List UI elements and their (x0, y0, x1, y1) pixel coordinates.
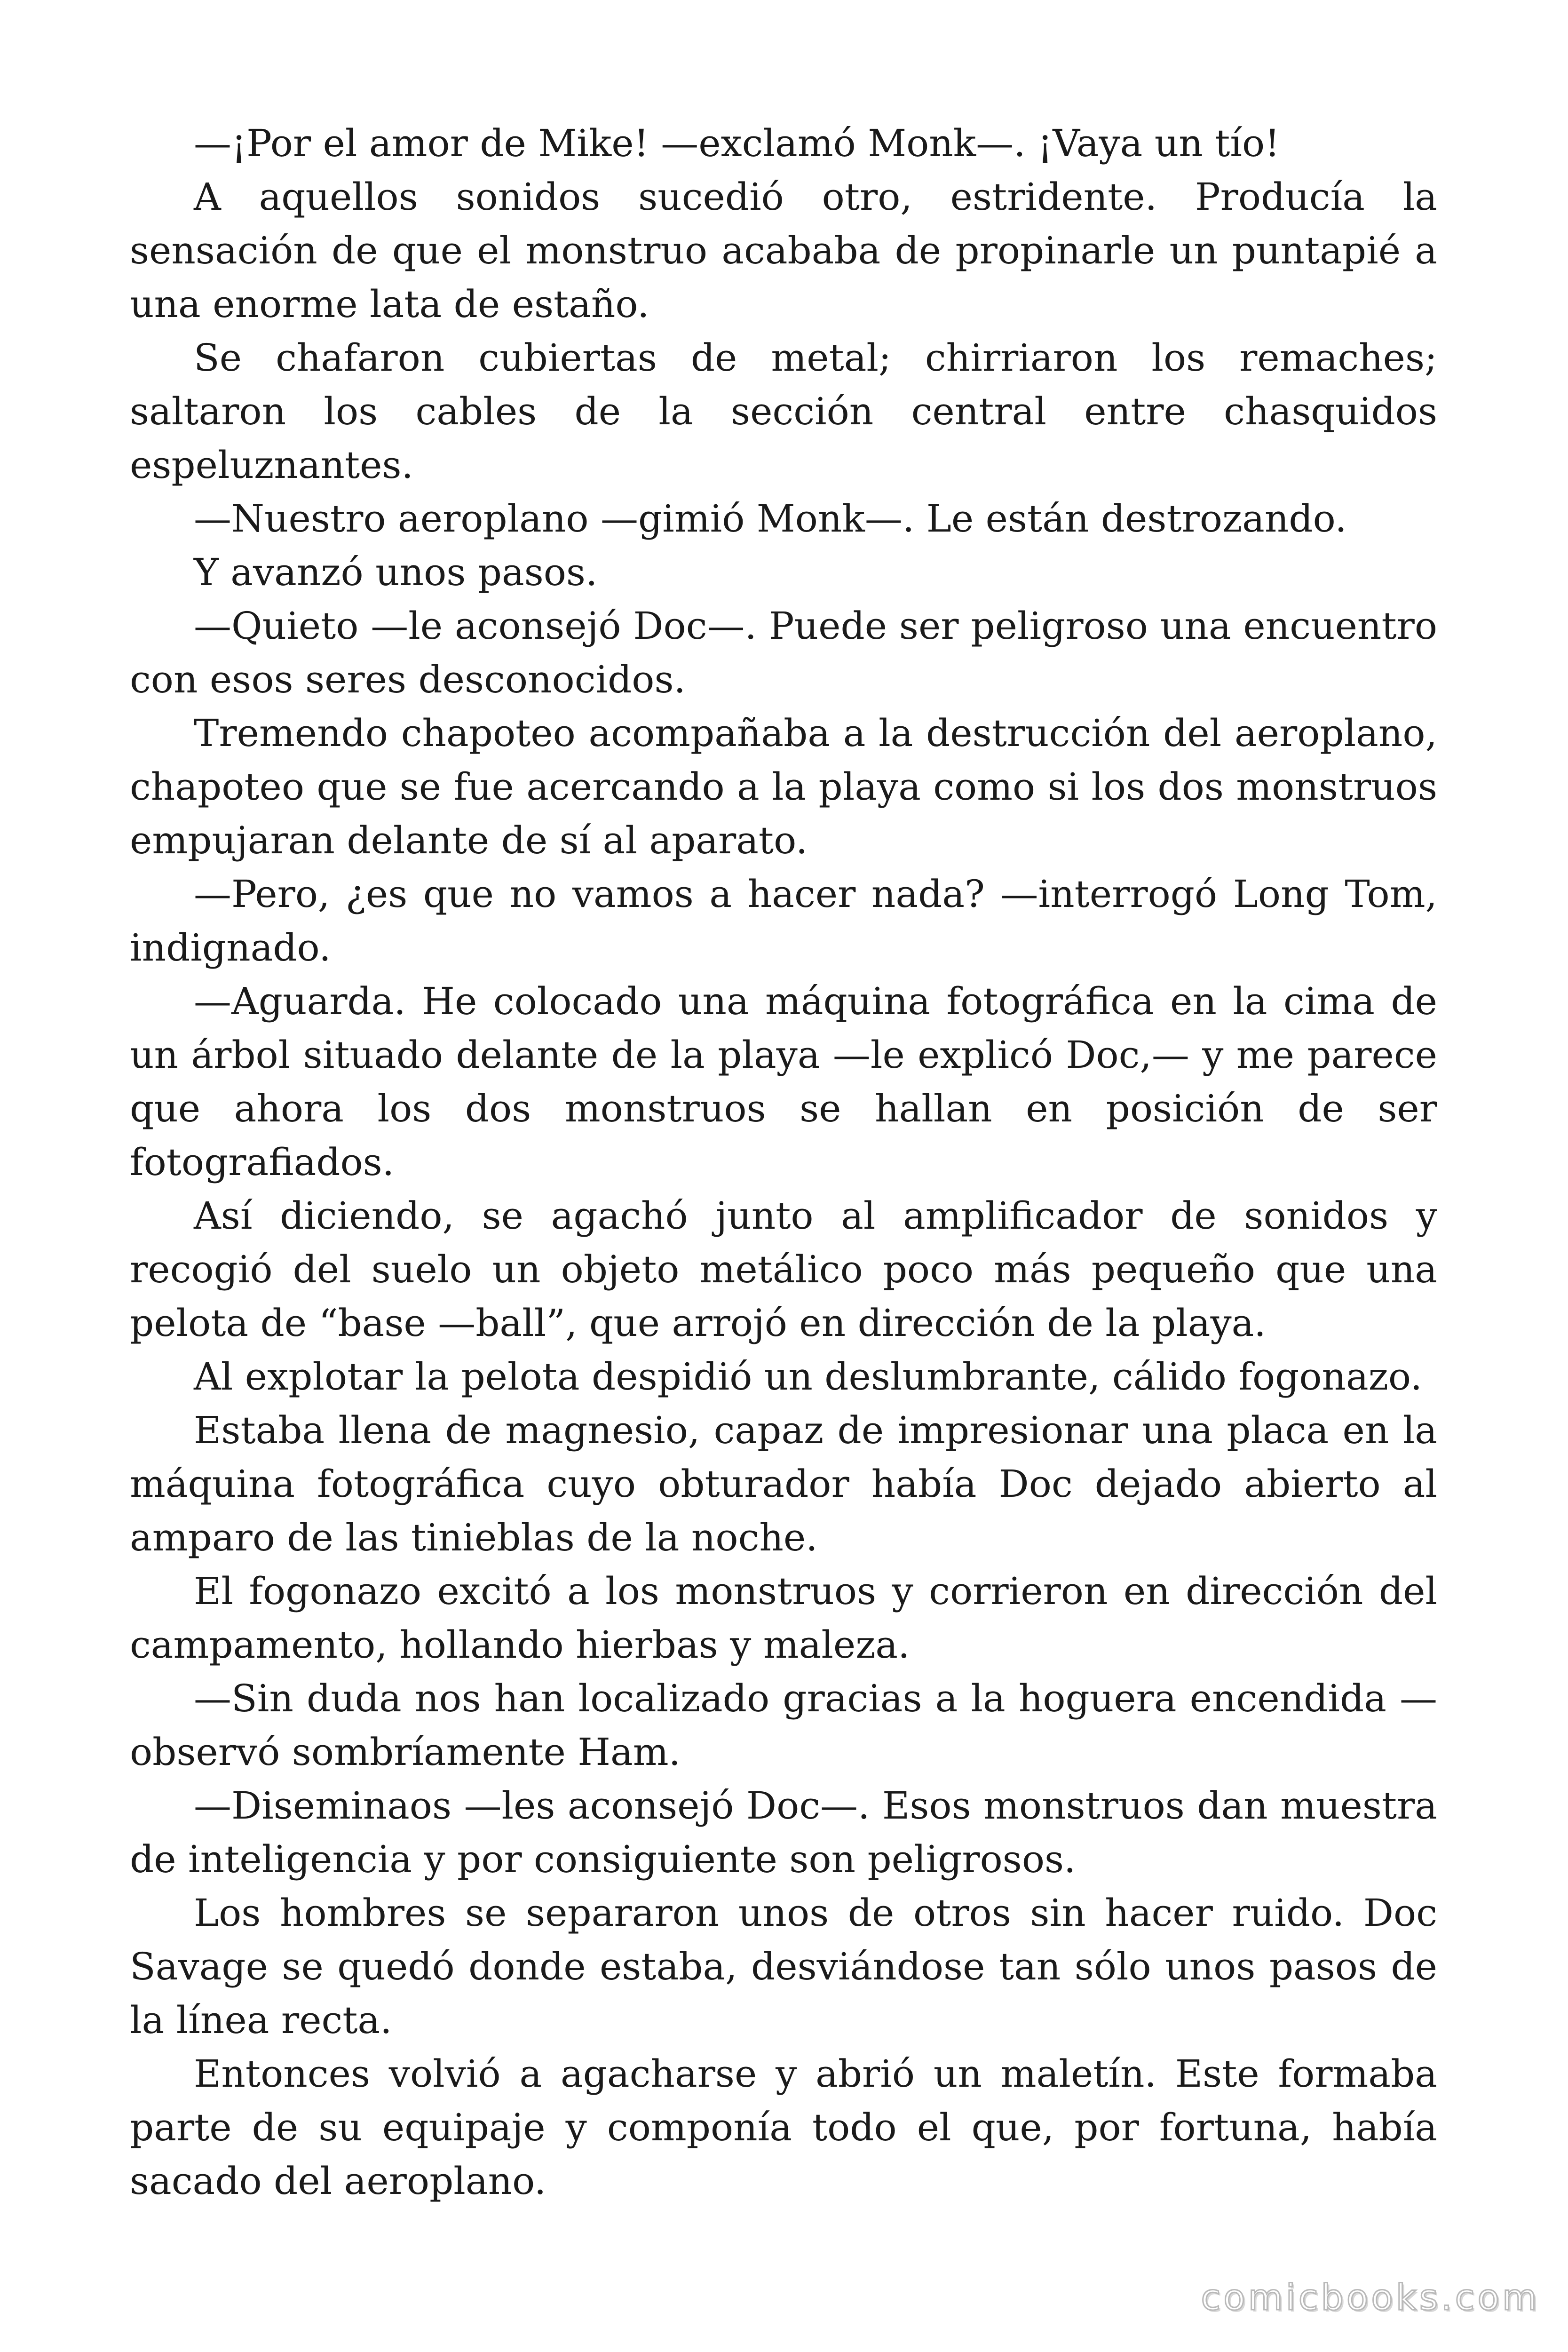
paragraph: Entonces volvió a agacharse y abrió un maletín. Este formaba parte de su equipaje y componía todo el que, por fortuna, había sacado del aeroplano. (130, 2052, 1437, 2203)
paragraph: Estaba llena de magnesio, capaz de impresionar una placa en la máquina fotográfica cuyo obturador había Doc dejado abierto al amparo de las tinieblas de la noche. (130, 1408, 1437, 1559)
paragraph: Al explotar la pelota despidió un deslumbrante, cálido fogonazo. (194, 1355, 1423, 1398)
paragraph: —Sin duda nos han localizado gracias a la hoguera encendida — observó sombríamente Ham. (130, 1677, 1437, 1774)
paragraph: —Aguarda. He colocado una máquina fotográfica en la cima de un árbol situado delante de la playa —le explicó Doc,— y me parece que ahora los dos monstruos se hallan en posición de ser fotografiados. (130, 979, 1437, 1184)
paragraph: Tremendo chapoteo acompañaba a la destrucción del aeroplano, chapoteo que se fue acercando a la playa como si los dos monstruos empujaran delante de sí al aparato. (130, 711, 1437, 862)
paragraph: —Diseminaos —les aconsejó Doc—. Esos monstruos dan muestra de inteligencia y por consiguiente son peligrosos. (130, 1784, 1437, 1881)
body-text (130, 117, 1437, 2208)
paragraph: A aquellos sonidos sucedió otro, estridente. Producía la sensación de que el monstruo acababa de propinarle un puntapié a una enorme lata de estaño. (130, 175, 1437, 326)
paragraph: —Pero, ¿es que no vamos a hacer nada? —interrogó Long Tom, indignado. (130, 872, 1437, 969)
paragraph: —Nuestro aeroplano —gimió Monk—. Le están destrozando. (194, 497, 1347, 540)
paragraph: El fogonazo excitó a los monstruos y corrieron en dirección del campamento, hollando hierbas y maleza. (130, 1569, 1437, 1667)
paragraph: Así diciendo, se agachó junto al amplificador de sonidos y recogió del suelo un objeto metálico poco más pequeño que una pelota de “base —ball”, que arrojó en dirección de la playa. (130, 1194, 1437, 1345)
paragraph: —Quieto —le aconsejó Doc—. Puede ser peligroso una encuentro con esos seres desconocidos. (130, 604, 1437, 701)
watermark: comicbooks.com (1201, 2276, 1540, 2318)
paragraph: Y avanzó unos pasos. (194, 550, 598, 594)
paragraph: Se chafaron cubiertas de metal; chirriaron los remaches; saltaron los cables de la sección central entre chasquidos espeluznantes. (130, 336, 1437, 487)
paragraph: —¡Por el amor de Mike! —exclamó Monk—. ¡Vaya un tío! (194, 121, 1280, 165)
paragraph: Los hombres se separaron unos de otros sin hacer ruido. Doc Savage se quedó donde estaba, desviándose tan sólo unos pasos de la línea recta. (130, 1891, 1437, 2042)
